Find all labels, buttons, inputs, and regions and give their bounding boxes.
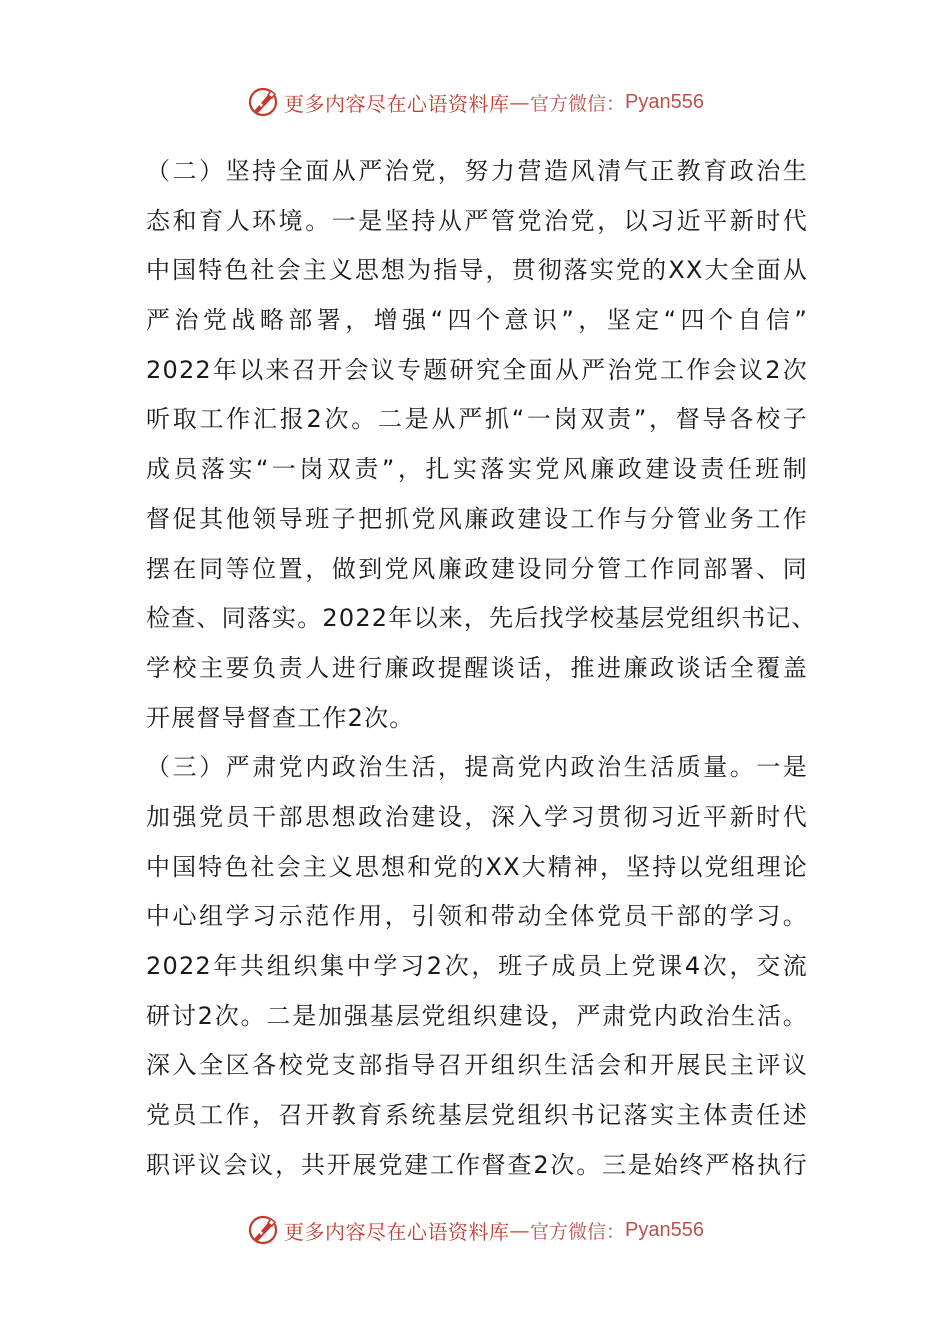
text-line: （三）严肃党内政治生活，提高党内政治生活质量。一是 [146,753,808,782]
footer-site-text: 更多内容尽在心语资料库 [284,1219,510,1244]
pen-nib-logo-icon [246,1213,280,1247]
text-line: 态和育人环境。一是坚持从严管党治党，以习近平新时代 [146,206,808,235]
text-line: 检查、同落实。2022年以来，先后找学校基层党组织书记、 [146,604,817,633]
text-line: 2022年以来召开会议专题研究全面从严治党工作会议2次 [146,355,808,384]
header-site-text: 更多内容尽在心语资料库 [284,91,510,116]
text-line: 摆在同等位置，做到党风廉政建设同分管工作同部署、同 [146,554,808,583]
text-line: 中国特色社会主义思想为指导，贯彻落实党的XX大全面从 [146,256,808,285]
text-line: 督促其他领导班子把抓党风廉政建设工作与分管业务工作 [146,504,808,533]
text-line: 中心组学习示范作用，引领和带动全体党员干部的学习。 [146,902,808,931]
footer-wechat-handle: Pyan556 [625,1218,704,1241]
text-line: 学校主要负责人进行廉政提醒谈话，推进廉政谈话全覆盖 [146,653,808,682]
footer-dash: — [509,1218,530,1242]
header-wechat-label: 官方微信： [530,92,626,115]
footer-watermark-banner [0,1210,950,1250]
text-line: 严治党战略部署，增强“四个意识”，坚定“四个自信” [146,306,808,335]
text-line: 加强党员干部思想政治建设，深入学习贯彻习近平新时代 [146,802,808,831]
text-line: 开展督导督查工作2次。 [146,703,415,732]
text-line: 党员工作，召开教育系统基层党组织书记落实主体责任述 [146,1101,808,1130]
text-line: 深入全区各校党支部指导召开组织生活会和开展民主评议 [146,1051,808,1080]
text-line: 2022年共组织集中学习2次，班子成员上党课4次，交流 [146,952,808,980]
footer-wechat-label: 官方微信： [530,1220,626,1243]
text-line: 研讨2次。二是加强基层党组织建设，严肃党内政治生活。 [146,1001,808,1030]
pen-nib-logo-icon [246,85,280,119]
text-line: （二）坚持全面从严治党，努力营造风清气正教育政治生 [146,157,808,185]
header-watermark-banner [0,82,950,122]
header-wechat-handle: Pyan556 [625,90,704,113]
header-dash: — [509,90,530,114]
document-body [146,147,817,1190]
text-line: 中国特色社会主义思想和党的XX大精神，坚持以党组理论 [146,852,808,881]
text-line: 职评议会议，共开展党建工作督查2次。三是始终严格执行 [146,1150,808,1179]
text-line: 听取工作汇报2次。二是从严抓“一岗双责”，督导各校子 [146,405,808,434]
text-line: 成员落实“一岗双责”，扎实落实党风廉政建设责任班制 [146,455,808,484]
